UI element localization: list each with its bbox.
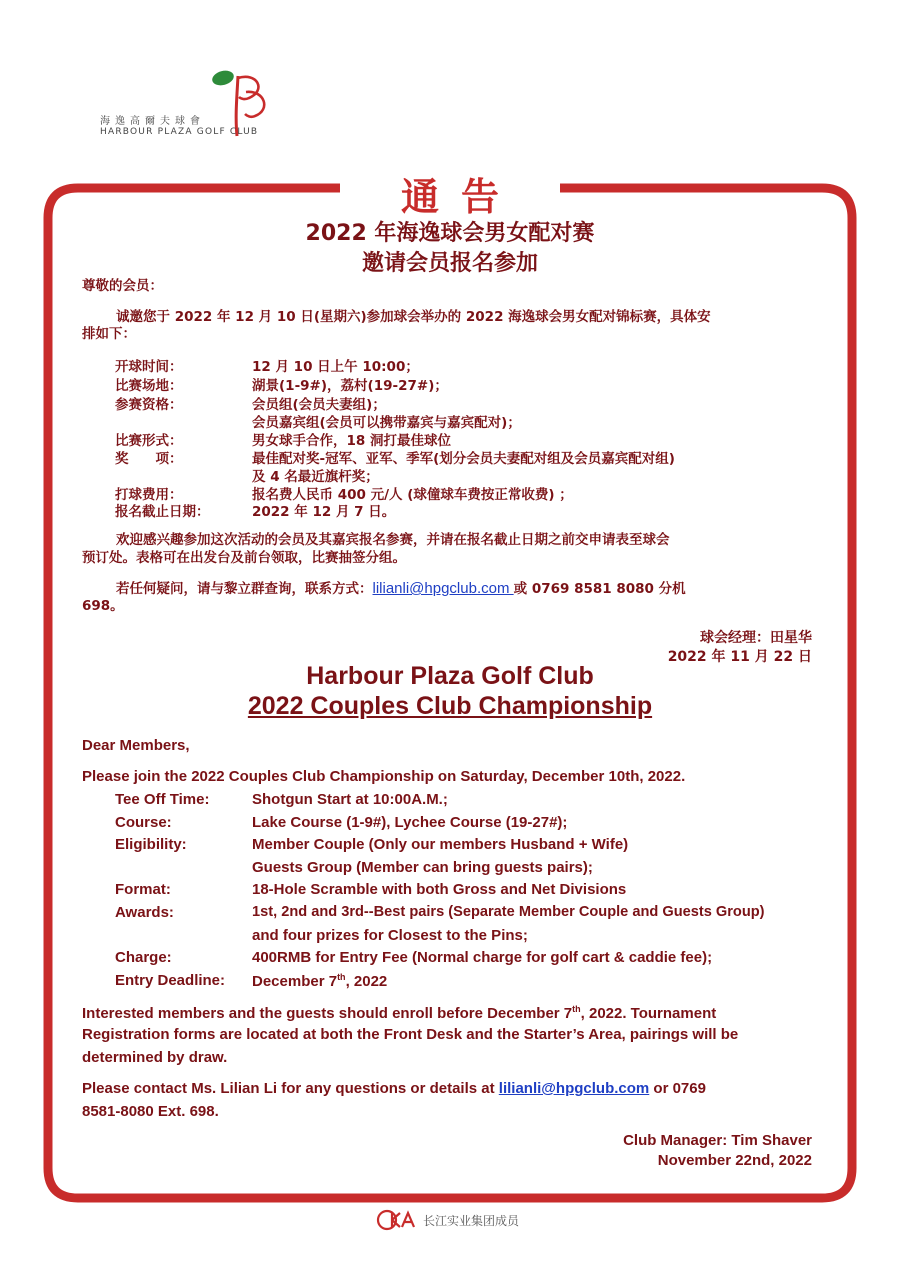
notice-title: 通告 (400, 174, 521, 219)
en-tee-label: Tee Off Time: (115, 791, 210, 808)
en-contact-email-link[interactable]: lilianli@hpgclub.com (498, 1080, 650, 1097)
en-sign-date: November 22nd, 2022 (657, 1152, 812, 1169)
en-elig-label: Eligibility: (115, 836, 187, 853)
cn-venue-label: 比赛场地： (115, 378, 183, 394)
en-title-line2: 2022 Couples Club Championship (247, 692, 653, 720)
en-intro: Please join the 2022 Couples Club Championship on Saturday, December 10th, 2022. (82, 768, 686, 785)
en-deadline-label: Entry Deadline: (115, 972, 226, 989)
en-course-label: Course: (115, 814, 172, 831)
en-deadline-sup: th (337, 972, 346, 982)
en-enroll-post: , 2022. Tournament (580, 1005, 717, 1022)
cn-fee-value: 报名费人民币 400 元/人 (球僮球车费按正常收费) ； (252, 487, 573, 503)
cn-elig-value1: 会员组(会员夫妻组)； (252, 397, 386, 413)
en-deadline-pre: December 7 (252, 973, 338, 990)
en-contact-pre: Please contact Ms. Lilian Li for any questions or details at (82, 1080, 499, 1097)
en-awards-label: Awards: (115, 904, 174, 921)
en-enroll-pre: Interested members and the guests should enroll before December 7 (82, 1005, 573, 1022)
cn-elig-label: 参赛资格： (115, 397, 183, 413)
cn-deadline-label: 报名截止日期： (115, 504, 210, 520)
en-elig-value2: Guests Group (Member can bring guests pairs); (252, 859, 593, 876)
en-contact-line1 (82, 1080, 706, 1097)
en-charge-value: 400RMB for Entry Fee (Normal charge for golf cart & caddie fee); (252, 949, 713, 966)
footer-text: 长江实业集团成员 (423, 1214, 520, 1228)
en-deadline-value (252, 972, 387, 990)
logo-name-en: HARBOUR PLAZA GOLF CLUB (100, 127, 259, 137)
en-deadline-post: , 2022 (345, 973, 388, 990)
en-title-line1: Harbour Plaza Golf Club (306, 662, 594, 690)
cn-title-line2: 邀请会员报名参加 (361, 251, 538, 276)
cn-welcome-line2: 预订处。表格可在出发台及前台领取，比赛抽签分组。 (82, 550, 406, 566)
en-enroll-sup: th (572, 1004, 581, 1014)
en-contact-line2: 8581-8080 Ext. 698. (82, 1103, 219, 1120)
en-elig-value1: Member Couple (Only our members Husband + Wife) (252, 836, 629, 853)
en-course-value: Lake Course (1-9#), Lychee Course (19-27#); (252, 814, 568, 831)
en-awards-value1: 1st, 2nd and 3rd--Best pairs (Separate Member Couple and Guests Group) (252, 904, 765, 920)
en-enroll-line1 (82, 1004, 716, 1022)
cn-award-value1: 最佳配对奖-冠军、亚军、季军(划分会员夫妻配对组及会员嘉宾配对组) (252, 451, 675, 467)
cn-intro-line2: 排如下： (82, 326, 136, 342)
cn-intro-line1: 诚邀您于 2022 年 12 月 10 日(星期六)参加球会举办的 2022 海逸球会男女配对锦标赛，具体安 (116, 309, 711, 325)
cn-contact-pre: 若任何疑问，请与黎立群查询，联系方式： (116, 581, 373, 597)
en-enroll-line3: determined by draw. (82, 1049, 228, 1066)
en-tee-value: Shotgun Start at 10:00A.M.; (252, 791, 448, 808)
cn-format-value: 男女球手合作，18 洞打最佳球位 (252, 433, 451, 449)
cn-award-value2: 及 4 名最近旗杆奖； (252, 469, 379, 485)
cn-sign-date: 2022 年 11 月 22 日 (667, 649, 812, 665)
cn-contact-line2: 698。 (82, 598, 124, 614)
cn-award-label: 奖 项： (115, 451, 183, 467)
en-format-value: 18-Hole Scramble with both Gross and Net Divisions (252, 881, 627, 898)
cn-welcome-line1: 欢迎感兴趣参加这次活动的会员及其嘉宾报名参赛，并请在报名截止日期之前交申请表至球会 (116, 532, 670, 548)
cn-title-line1: 2022 年海逸球会男女配对赛 (305, 221, 595, 246)
cn-contact-line1 (116, 580, 686, 598)
cn-contact-post: 或 0769 8581 8080 分机 (513, 581, 686, 597)
cn-fee-label: 打球费用： (115, 487, 183, 503)
en-awards-value2: and four prizes for Closest to the Pins; (252, 927, 528, 944)
cn-format-label: 比赛形式： (115, 433, 183, 449)
ckh-group-logo (376, 1208, 418, 1232)
cn-deadline-value: 2022 年 12 月 7 日。 (252, 504, 396, 520)
logo-name-cn: 海逸高爾夫球會 (100, 116, 205, 127)
en-greeting: Dear Members, (82, 737, 190, 754)
cn-venue-value: 湖景(1-9#)，荔村(19-27#)； (252, 378, 448, 394)
en-enroll-line2: Registration forms are located at both the Front Desk and the Starter’s Area, pairings will be (82, 1026, 739, 1043)
en-format-label: Format: (115, 881, 171, 898)
cn-sign-role: 球会经理：田星华 (700, 630, 812, 646)
en-contact-post: or 0769 (649, 1080, 706, 1097)
cn-tee-label: 开球时间： (115, 359, 183, 375)
en-sign-role: Club Manager: Tim Shaver (623, 1132, 812, 1149)
cn-elig-value2: 会员嘉宾组(会员可以携带嘉宾与嘉宾配对)； (252, 415, 521, 431)
cn-tee-value: 12 月 10 日上午 10:00； (252, 359, 419, 375)
cn-contact-email-link[interactable]: lilianli@hpgclub.com (372, 580, 514, 597)
cn-greeting: 尊敬的会员： (82, 278, 163, 294)
en-charge-label: Charge: (115, 949, 172, 966)
